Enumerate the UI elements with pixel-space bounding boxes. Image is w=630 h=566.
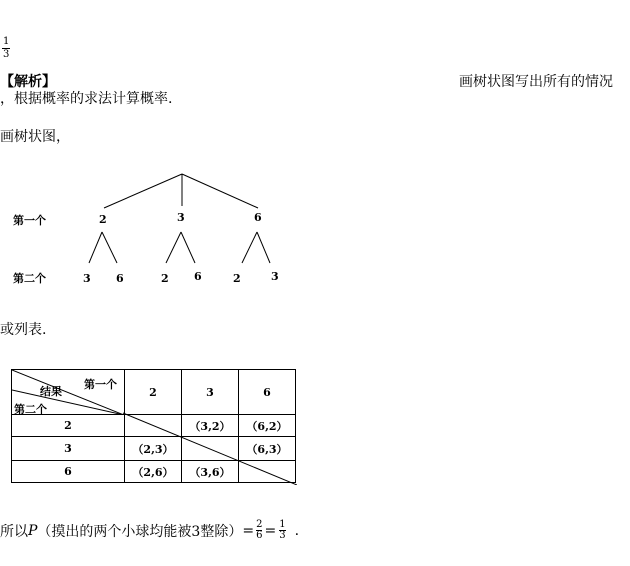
tree-branch: [182, 174, 258, 208]
table-diagonal: [11, 369, 297, 485]
tree-node: 3: [271, 270, 279, 283]
tree-node: 2: [99, 213, 107, 226]
fraction-one-third: [279, 520, 285, 541]
corner-label-bottom: 第二个: [14, 403, 47, 416]
tree-node: 6: [254, 211, 262, 224]
answer-numerator: 1: [3, 36, 10, 47]
corner-label-top: 第一个: [84, 378, 117, 391]
tree-node: 3: [177, 211, 185, 224]
table-cell: （6,2）: [239, 415, 296, 437]
analysis-right-text: 画树状图写出所有的情况: [459, 74, 613, 90]
analysis-line2: ，根据概率的求法计算概率.: [0, 91, 173, 107]
table-cell: （3,2）: [182, 415, 239, 437]
fraction-denominator: 6: [256, 530, 263, 541]
table-row-header: 3: [12, 437, 125, 461]
tree-node: 6: [116, 272, 124, 285]
table-col-header: 2: [125, 370, 182, 415]
fraction-two-sixths: [256, 520, 262, 541]
table-intro: 或列表.: [0, 322, 47, 338]
tree-branch: [257, 232, 270, 263]
tree-diagram: [0, 160, 320, 295]
tree-node: 2: [161, 272, 169, 285]
tree-branch: [181, 232, 195, 263]
tree-node: 2: [233, 272, 241, 285]
tree-branch: [89, 232, 102, 263]
tree-branch: [166, 232, 181, 263]
table-row-header: 6: [12, 461, 125, 483]
table-col-header: 3: [182, 370, 239, 415]
tree-node: 6: [194, 270, 202, 283]
table-cell: （3,6）: [182, 461, 239, 483]
conclusion-prefix: 所以: [0, 523, 28, 540]
analysis-heading: 【解析】: [0, 74, 56, 90]
fraction-denominator: 3: [279, 530, 286, 541]
answer-fraction: [2, 37, 10, 60]
tree-branch: [102, 232, 117, 263]
table-cell: （2,6）: [125, 461, 182, 483]
answer-denominator: 3: [3, 49, 10, 60]
conclusion-event: （摸出的两个小球均能被3整除）: [37, 523, 243, 540]
table-row-header: 2: [12, 415, 125, 437]
tree-branch: [104, 174, 182, 208]
fraction-numerator: 1: [279, 519, 286, 530]
tree-intro: 画树状图，: [0, 129, 70, 145]
tree-branch: [242, 232, 257, 263]
probability-symbol: P: [28, 522, 38, 539]
table-cell: （6,3）: [239, 437, 296, 461]
equals-sign: =: [242, 522, 255, 539]
table-cell: （2,3）: [125, 437, 182, 461]
tree-level1-label: 第一个: [13, 214, 46, 227]
conclusion-line: [0, 520, 299, 541]
table-col-header: 6: [239, 370, 296, 415]
corner-label-mid: 结果: [40, 385, 62, 398]
conclusion-end: .: [294, 522, 300, 539]
tree-level2-label: 第二个: [13, 272, 46, 285]
fraction-numerator: 2: [256, 519, 263, 530]
tree-node: 3: [83, 272, 91, 285]
equals-sign: =: [264, 522, 277, 539]
